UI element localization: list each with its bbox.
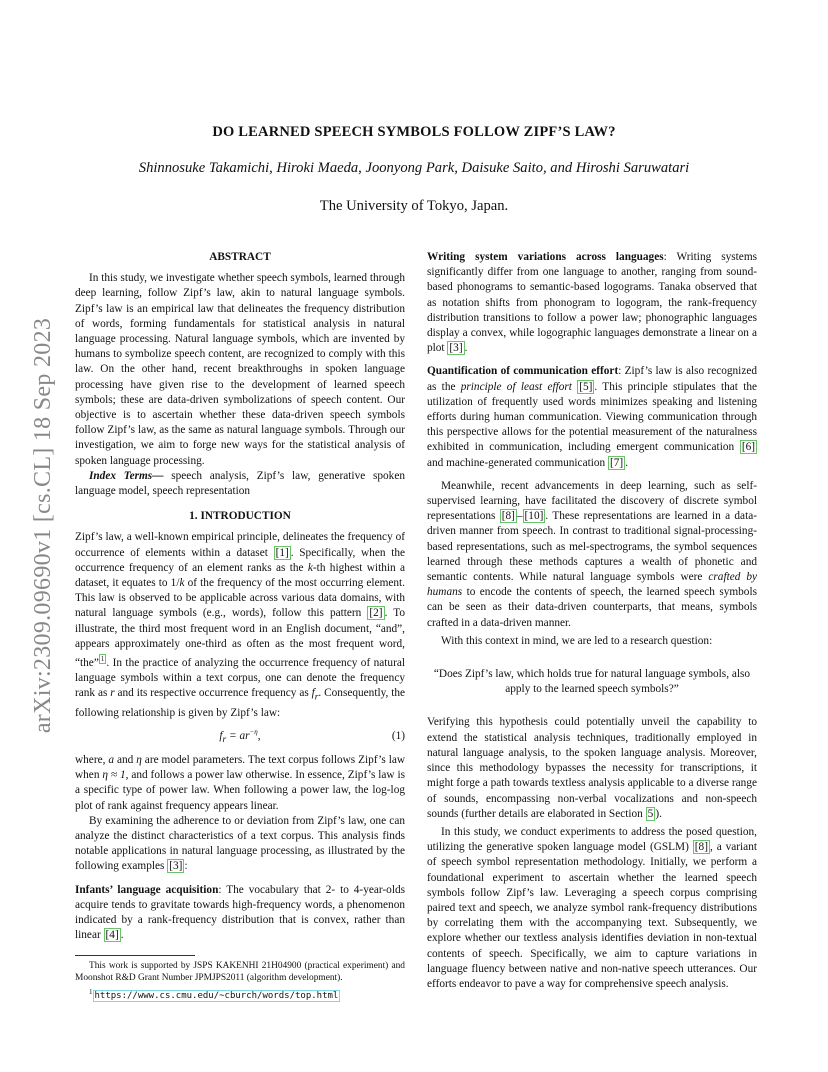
abstract-heading: ABSTRACT [209,251,271,263]
math-var: f [311,687,315,700]
infants-paragraph [75,883,405,944]
abstract-text: In this study, we investigate whether speech symbols, learned through deep learning, follow Zipf’s law, akin to natural language symbols. Zipf’s law is an empirical law that delineates the frequency distribution of words, forming fundamentals for statistical analysis in natural language processing. Natural language symbols, which are invented by humans to symbolize speech content, are recognized to comply with this law. On the other hand, recent breakthroughs in spoken language processing have given rise to the development of learned speech symbols; these are data-driven symbolizations of speech content. Our objective is to ascertain whether these data-driven speech symbols follow Zipf’s law, as the same as natural language symbols. Through our investigation, we aim to forge new ways for the statistical analysis of spoken language processing. [75,272,405,467]
text-run: . Consequently, the following relationship is given by Zipf’s law: [75,687,406,719]
text-run: . [464,342,468,355]
text-run: By examining the adherence to or deviation from Zipf’s law, one can analyze the distinct characteristics of a text corpus. This analysis finds notable applications in natural language processing, as illustrated by the following examples [75,814,405,873]
equation-1 [75,728,405,746]
math-punct: , [257,730,261,743]
right-column [427,250,757,992]
footnote-link[interactable]: 1 [100,655,105,664]
text-run: -th highest within a dataset, it equates to 1/ [75,561,405,590]
equation-number: (1) [391,730,405,743]
text-run: : The vocabulary that 2- to 4-year-olds acquire tends to gravitate towards high-frequency words, a phenomenon indicated by a rank-frequency distribution that is convex, rather than linear [75,883,406,942]
text-run: – [516,510,523,523]
text-run: of the frequency of the most occurring element. This law is observed to be applicable across various data domains, with natural language symbols (e.g., words), follow this pattern [75,577,405,620]
text-run: . In the practice of analyzing the occurrence frequency of natural language symbols within a text corpus, one can denote the frequency rank as [75,656,405,700]
math-expr: η ≈ 1 [102,769,126,782]
intro-paragraph-3 [75,814,405,875]
section-link[interactable]: 5 [647,807,654,820]
footnote-mark: 1 [89,987,93,996]
meanwhile-paragraph [427,479,757,631]
text-run: . [625,456,629,469]
text-run: . This principle stipulates that the utilization of frequently used words minimizes speaking and listening efforts during human communication. Viewing communication through this perspective allows for the potential measurement of the naturalness exhibited in communication, including emergent communication [427,380,758,454]
hypothesis-paragraph [427,715,757,821]
study-paragraph [427,825,757,992]
text-run: , and follows a power law otherwise. In essence, Zipf’s law is a specific type of power law. When following a power law, the log-log plot of rank against frequency appears linear. [75,769,406,812]
math-var: k [307,561,313,574]
text-run: to encode the contents of speech, the learned speech symbols can be seen as their data-driven counterparts, that means, symbols crafted in a data-driven manner. [427,586,757,629]
text-run: . To illustrate, the third most frequent word in an English document, “and”, appears approximately one-third as often as the most frequent word, “the” [75,607,405,669]
citation-link[interactable]: [8] [694,841,708,854]
text-run: and machine-generated communication [427,456,608,469]
paper-title: DO LEARNED SPEECH SYMBOLS FOLLOW ZIPF’S LAW? [212,124,616,140]
text-run: and [114,753,137,766]
author-list: Shinnosuke Takamichi, Hiroki Maeda, Joonyong Park, Daisuke Saito, and Hiroshi Saruwatari [138,160,690,176]
citation-link[interactable]: [6] [741,441,755,454]
math-text: = ar [226,730,250,743]
left-column [75,250,405,1003]
equation-expression [75,725,365,748]
footnote-rule [75,955,195,956]
text-run: , a variant of speech symbol representation methodology. Initially, we perform a foundational experiment to ascertain whether the learned speech symbols follow Zipf’s law. Leveraging a speech corpus comprising paired text and speech, we analyze symbol rank-frequency distributions by correlating them with the accompanying text. Subsequently, we explore whether our textless analysis identifies deviation in non-textual contents of speech. Specifically, we aim to capture variations in language fluency between native and non-native speech utterances. Our efforts endeavor to pave a way for comprehensive speech analysis. [427,841,757,990]
paragraph-label: Quantification of communication effort [427,365,619,378]
math-subscript: r [222,735,227,746]
text-run: Zipf’s law, a well-known empirical principle, delineates the frequency of occurrence of elements within a dataset [75,531,405,559]
math-var: r [110,687,115,700]
context-paragraph: With this context in mind, we are led to a research question: [441,634,713,647]
math-var: k [179,577,185,590]
math-superscript: −η [249,728,258,737]
research-question-quote: “Does Zipf’s law, which holds true for natural language symbols, also apply to the learned speech symbols?” [433,668,751,696]
text-run: In this study, we conduct experiments to address the posed question, utilizing the generative spoken language model (GSLM) [427,825,757,854]
citation-link[interactable]: [8] [501,510,515,523]
text-run: are model parameters. The text corpus follows Zipf’s law when [75,753,406,782]
citation-link[interactable]: [3] [449,342,463,355]
paragraph-label: Writing system variations across languages [427,251,664,263]
arxiv-stamp [22,290,66,760]
citation-link[interactable]: [3] [169,860,183,873]
text-run: . [120,929,124,942]
citation-link[interactable]: [4] [105,929,119,942]
arxiv-id: arXiv:2309.09690v1 [cs.CL] 18 Sep 2023 [30,317,57,733]
math-var: η [136,753,142,766]
citation-link[interactable]: [1] [275,546,289,559]
text-run: and its respective occurrence frequency as [114,687,312,700]
index-terms-text: speech analysis, Zipf’s law, generative spoken language model, speech representation [75,469,405,498]
intro-paragraph-2 [75,753,405,814]
footnote-url-link[interactable]: https://www.cs.cmu.edu/~cburch/words/top.html [94,991,339,1002]
text-run: : [184,860,188,873]
url-footnote [75,985,405,1003]
paragraph-label: Infants’ language acquisition [75,883,219,896]
citation-link[interactable]: [10] [524,510,544,523]
funding-footnote: This work is supported by JSPS KAKENHI 21H04900 (practical experiment) and Moonshot R&D Grant Number JPMJPS2011 (algorithm development). [75,961,405,984]
affiliation: The University of Tokyo, Japan. [319,198,509,214]
writing-system-paragraph [427,250,757,356]
index-terms-label: Index Terms— [89,469,164,482]
math-subscript: r [314,692,319,703]
index-terms [75,469,405,499]
text-run: ). [655,807,662,820]
intro-heading: 1. INTRODUCTION [189,510,291,523]
citation-link[interactable]: [7] [610,456,624,469]
italic-term: principle of least effort [460,380,572,393]
text-run: . These representations are learned in a data-driven manner from speech. In contrast to traditional signal-processing-based representations, such as mel-spectrograms, the symbol sequences learned through these methods captures a wealth of phonetic and semantic contents. While natural language symbols were [427,510,757,584]
text-run: Meanwhile, recent advancements in deep learning, such as self-supervised learning, have facilitated the discovery of discrete symbol representations [427,479,757,523]
citation-link[interactable]: [5] [579,380,593,393]
intro-paragraph-1 [75,530,405,720]
text-run: : Writing systems significantly differ from one language to another, ranging from sound-based phonograms to semantic-based logograms. Tanaka observed that as notation shifts from phonogram to logogram, the rank-frequency distribution transitions to follow a power law; phonographic languages display a convex, while logographic languages demonstrate a linear on a plot [427,251,758,355]
text-run: : Zipf’s law is also recognized as the [427,365,757,393]
math-var: a [108,753,115,766]
text-run: . Specifically, when the occurrence frequency of an element ranks as the [75,546,405,574]
text-run: Verifying this hypothesis could potentially unveil the capability to extend the statistical analysis techniques, traditionally employed in natural language analysis, to the spoken language analysis. Moreover, since this methodology bypasses the necessity for transcriptions, it might forge a path towards textless analysis applicable to a diverse range of sounds, encompassing non-verbal vocalizations and non-speech sounds (further details are elaborated in Section [427,716,757,820]
math-var: f [219,730,223,743]
text-run: where, [75,753,109,766]
italic-term: crafted by humans [427,571,757,599]
communication-effort-paragraph [427,364,757,470]
citation-link[interactable]: [2] [369,607,383,620]
